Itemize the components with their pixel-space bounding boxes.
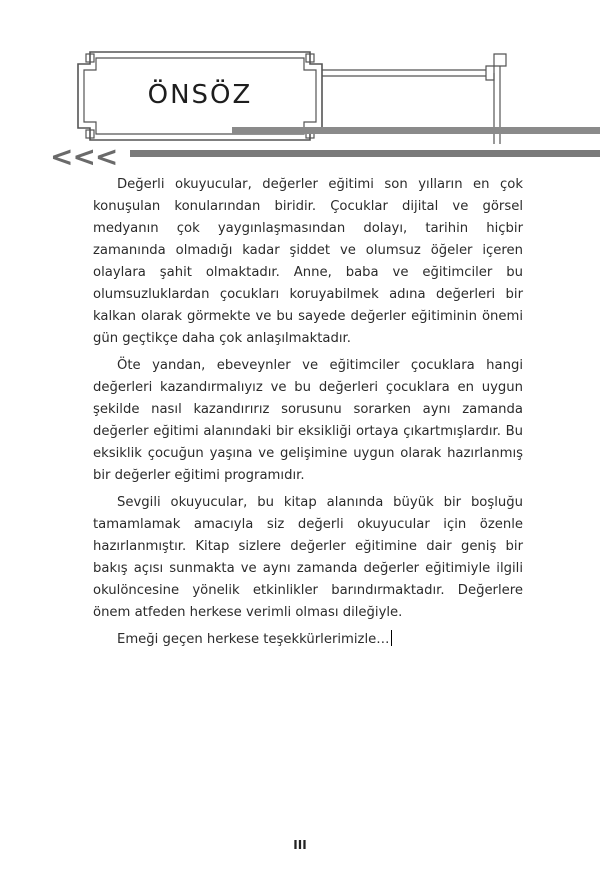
page-number: III: [293, 838, 307, 852]
text-cursor: [391, 630, 392, 646]
paragraph: Öte yandan, ebeveynler ve eğitimciler çocuklara hangi değerleri kazandırmalıyız ve bu değerleri çocuklara en uygun şekilde nasıl kazandırırız sorusunu sorarken aynı zamanda değerler eğitimi alanındaki bir eksikliği ortaya çıkartmışlardır. Bu eksiklik çocuğun yaşına ve gelişimine uygun olarak hazırlanmış bir değerler eğitimi programıdır.: [93, 358, 523, 483]
closing-text: Emeği geçen herkese teşekkürlerimizle…: [117, 632, 390, 647]
chevron-left-icon: <<<: [50, 140, 118, 173]
paragraph: Değerli okuyucular, değerler eğitimi son yılların en çok konuşulan konularından biridir. Çocuklar dijital ve görsel medyanın çok yaygınlaşmasından dolayı, tarihin hiçbir zamanında olmadığı kadar şiddet ve olumsuz öğeler içeren olaylara şahit olmaktadır. Anne, baba ve eğitimciler bu olumsuzluklardan çocukları koruyabilmek adına değerleri bir kalkan olarak görmekte ve bu sayede değerler eğitiminin önemi gün geçtikçe daha çok anlaşılmaktadır.: [93, 177, 523, 346]
page-title: ÖNSÖZ: [147, 80, 253, 110]
closing-line: [93, 629, 523, 651]
paragraph: Sevgili okuyucular, bu kitap alanında büyük bir boşluğu tamamlamak amacıyla siz değerli okuyucular için özenle hazırlanmıştır. Kitap sizlere değerler eğitimine dair geniş bir bakış açısı sunmakta ve aynı zamanda değerler eğitimiyle ilgili okulöncesine yönelik etkinlikler barındırmaktadır. Değerlere önem atfeden herkese verimli olması dileğiyle.: [93, 495, 523, 620]
preface-body: [93, 174, 523, 656]
